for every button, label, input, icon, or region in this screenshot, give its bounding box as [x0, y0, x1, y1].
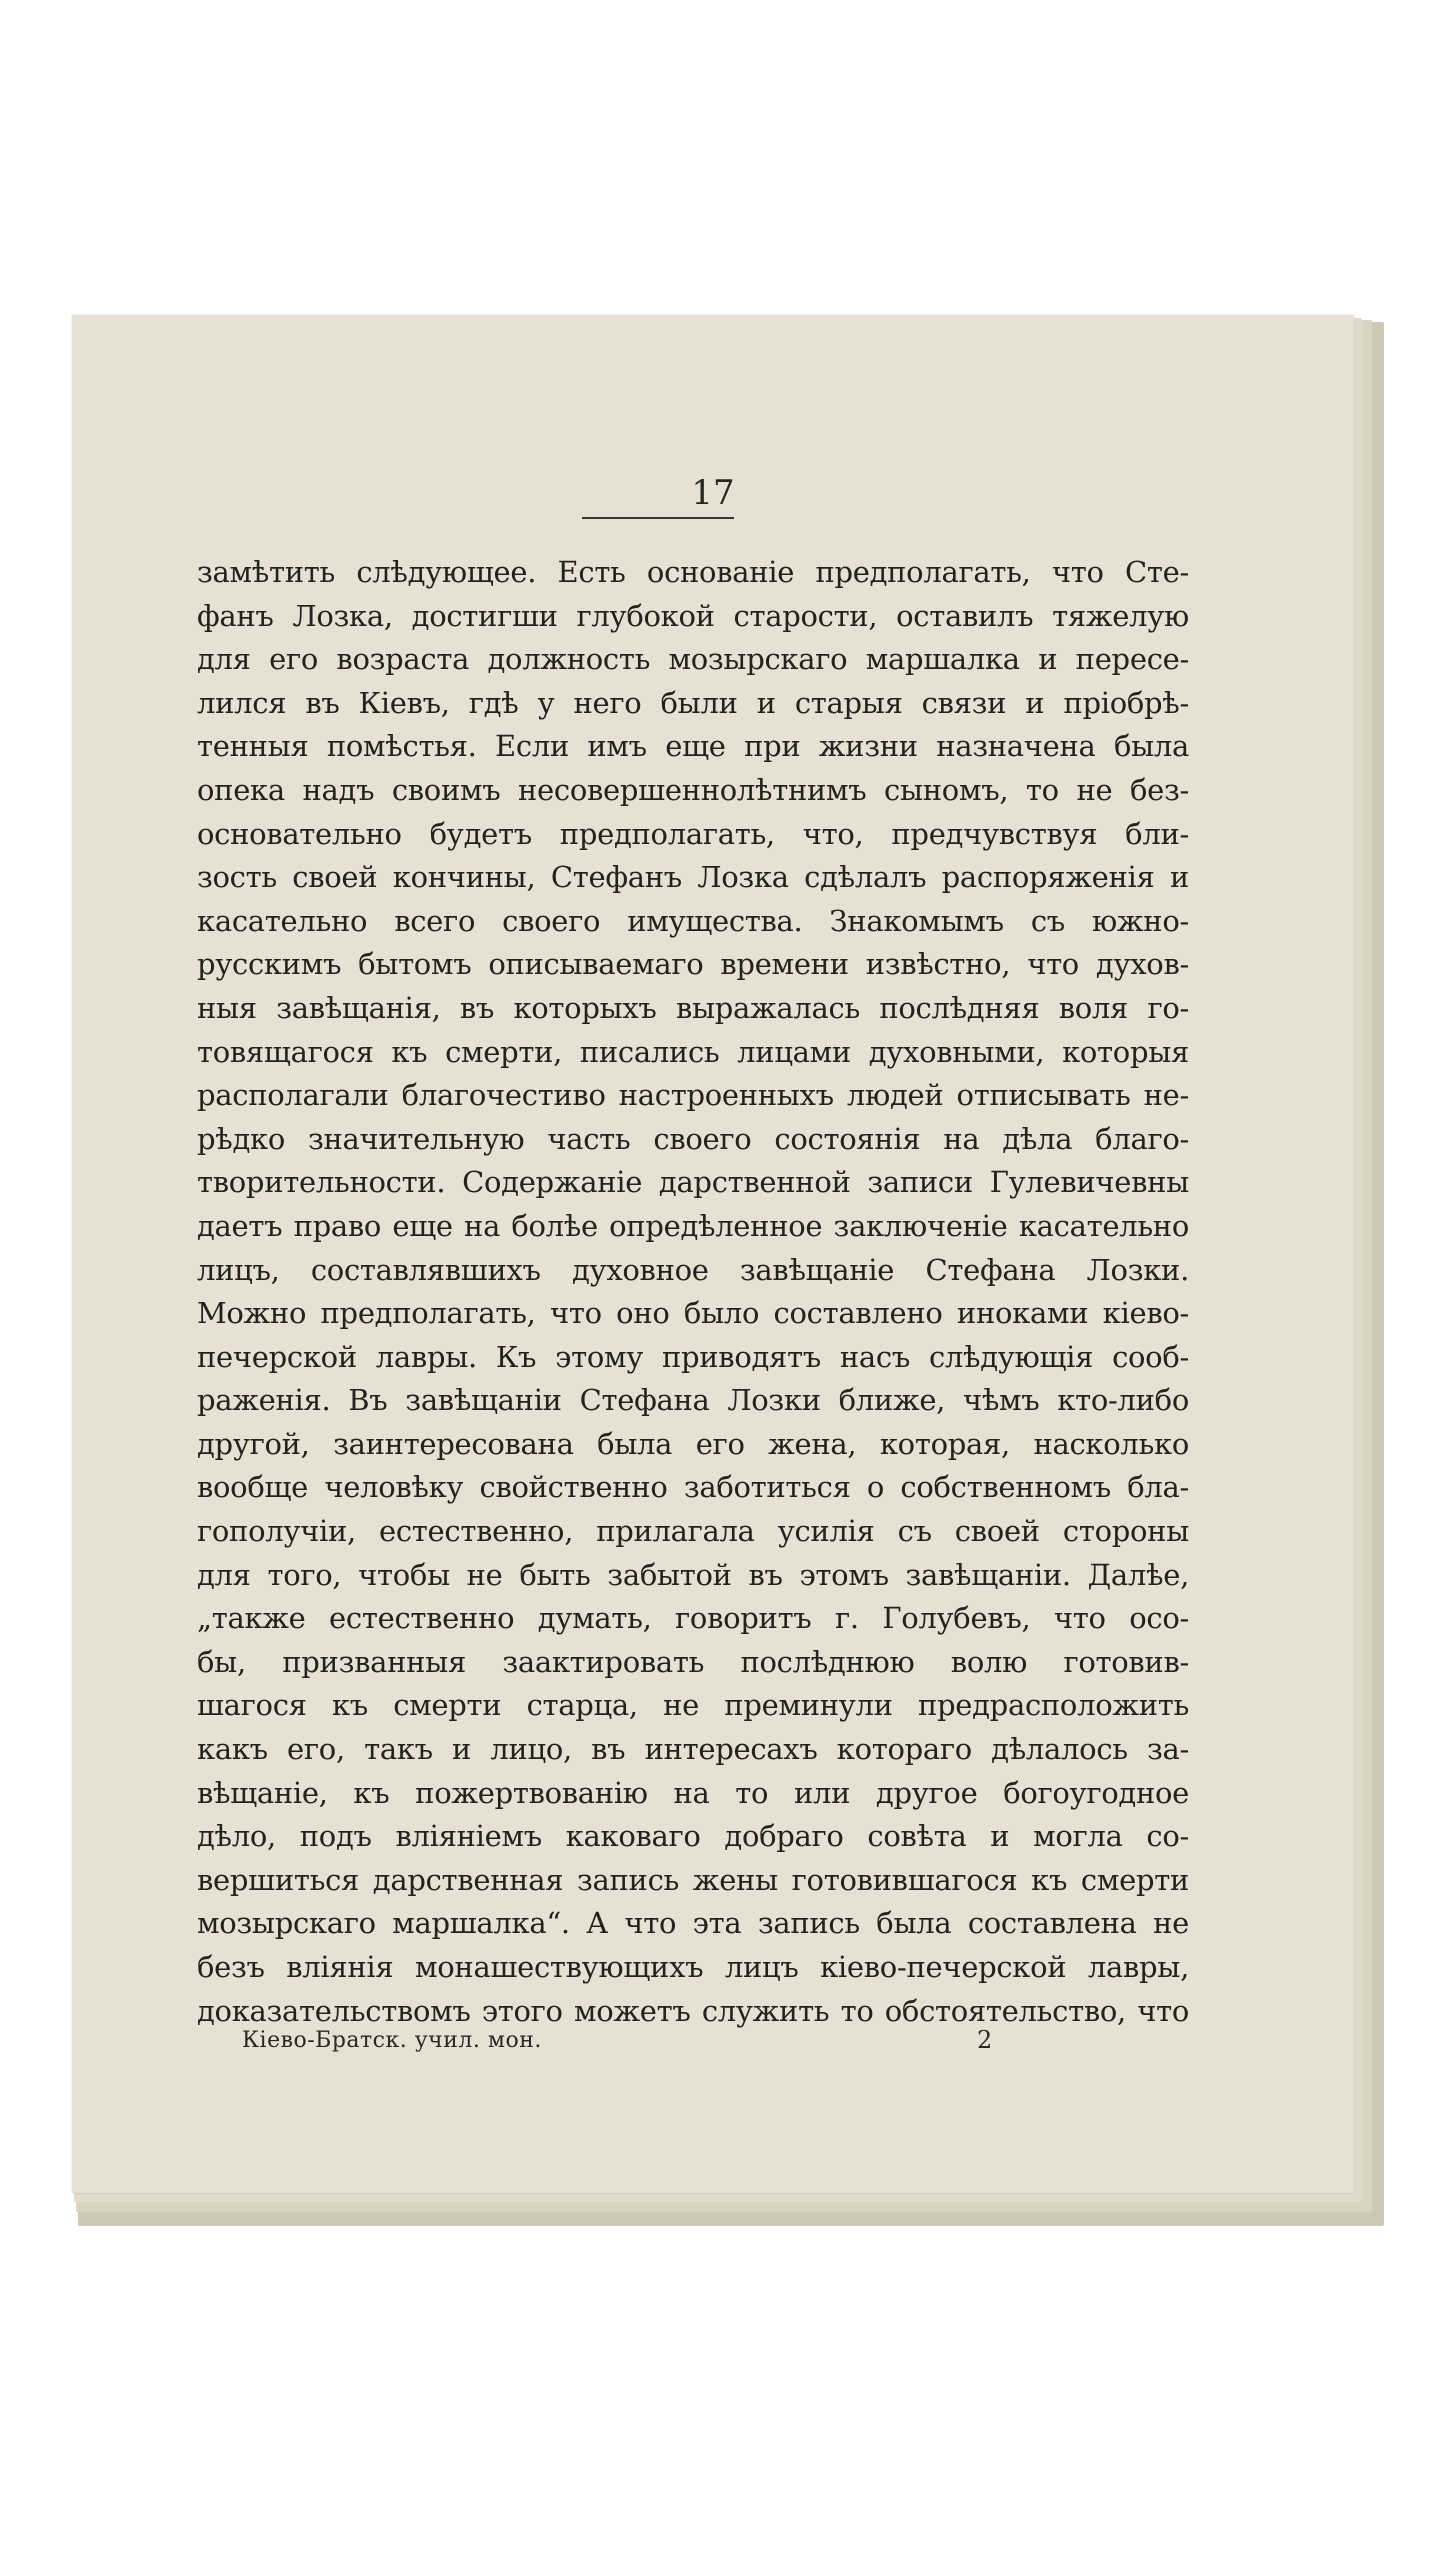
text-line: зость своей кончины, Стефанъ Лозка сдѣлалъ распоряженія и — [197, 860, 1189, 895]
text-line: безъ вліянія монашествующихъ лицъ кіево-печерской лавры, — [197, 1950, 1189, 1984]
text-line: ныя завѣщанія, въ которыхъ выражалась послѣдняя воля го- — [197, 990, 1189, 1025]
text-line: тенныя помѣстья. Если имъ еще при жизни назначена была — [197, 729, 1189, 764]
text-line: „также естественно думать, говоритъ г. Голубевъ, что осо- — [197, 1601, 1189, 1636]
text-line: творительности. Содержаніе дарственной записи Гулевичевны — [197, 1165, 1189, 1200]
text-line: Можно предполагать, что оно было составлено иноками кіево- — [197, 1296, 1189, 1331]
text-line: бы, призванныя заактировать послѣднюю волю готовив- — [197, 1644, 1189, 1679]
body-text — [197, 551, 1189, 2033]
text-line: доказательствомъ этого можетъ служить то обстоятельство, что — [197, 1993, 1189, 2028]
text-line: печерской лавры. Къ этому приводятъ насъ слѣдующія сооб- — [197, 1339, 1189, 1374]
book-page — [72, 315, 1354, 2193]
text-line: раженія. Въ завѣщаніи Стефана Лозки ближе, чѣмъ кто-либо — [197, 1383, 1189, 1418]
text-line: вершиться дарственная запись жены готовившагося къ смерти — [197, 1862, 1189, 1897]
signature-number: 2 — [977, 2026, 993, 2054]
text-line: гополучіи, естественно, прилагала усилія съ своей стороны — [197, 1514, 1189, 1549]
text-line: основательно будетъ предполагать, что, предчувствуя бли- — [197, 816, 1189, 851]
text-line: касательно всего своего имущества. Знакомымъ съ южно- — [197, 903, 1189, 938]
text-line: фанъ Лозка, достигши глубокой старости, оставилъ тяжелую — [197, 598, 1189, 633]
text-line: русскимъ бытомъ описываемаго времени извѣстно, что духов- — [197, 947, 1189, 982]
text-line: мозырскаго маршалка“. А что эта запись была составлена не — [197, 1906, 1189, 1941]
text-line: лился въ Кіевъ, гдѣ у него были и старыя связи и пріобрѣ- — [197, 685, 1189, 720]
text-line: дѣло, подъ вліяніемъ каковаго добраго совѣта и могла со- — [197, 1819, 1189, 1854]
text-line: лицъ, составлявшихъ духовное завѣщаніе Стефана Лозки. — [197, 1252, 1189, 1287]
text-line: замѣтить слѣдующее. Есть основаніе предполагать, что Сте- — [197, 555, 1189, 589]
text-line: для его возраста должность мозырскаго маршалка и пересе- — [197, 642, 1189, 677]
page-number: 17 — [691, 473, 735, 513]
text-line: для того, чтобы не быть забытой въ этомъ завѣщаніи. Далѣе, — [197, 1557, 1189, 1592]
text-line: располагали благочестиво настроенныхъ людей отписывать не- — [197, 1078, 1189, 1113]
text-line: вѣщаніе, къ пожертвованію на то или другое богоугодное — [197, 1775, 1189, 1810]
text-line: даетъ право еще на болѣе опредѣленное заключеніе касательно — [197, 1208, 1189, 1243]
text-line: рѣдко значительную часть своего состоянія на дѣла благо- — [197, 1121, 1189, 1156]
text-line: опека надъ своимъ несовершеннолѣтнимъ сыномъ, то не без- — [197, 772, 1189, 807]
text-line: другой, заинтересована была его жена, которая, насколько — [197, 1426, 1189, 1461]
text-line: вообще человѣку свойственно заботиться о собственномъ бла- — [197, 1470, 1189, 1505]
header-rule — [582, 517, 734, 519]
signature-mark: Кіево-Братск. учил. мон. — [242, 2028, 542, 2053]
text-line: какъ его, такъ и лицо, въ интересахъ котораго дѣлалось за- — [197, 1732, 1189, 1767]
text-line: шагося къ смерти старца, не преминули предрасположить — [197, 1688, 1189, 1723]
text-line: товящагося къ смерти, писались лицами духовными, которыя — [197, 1034, 1189, 1069]
